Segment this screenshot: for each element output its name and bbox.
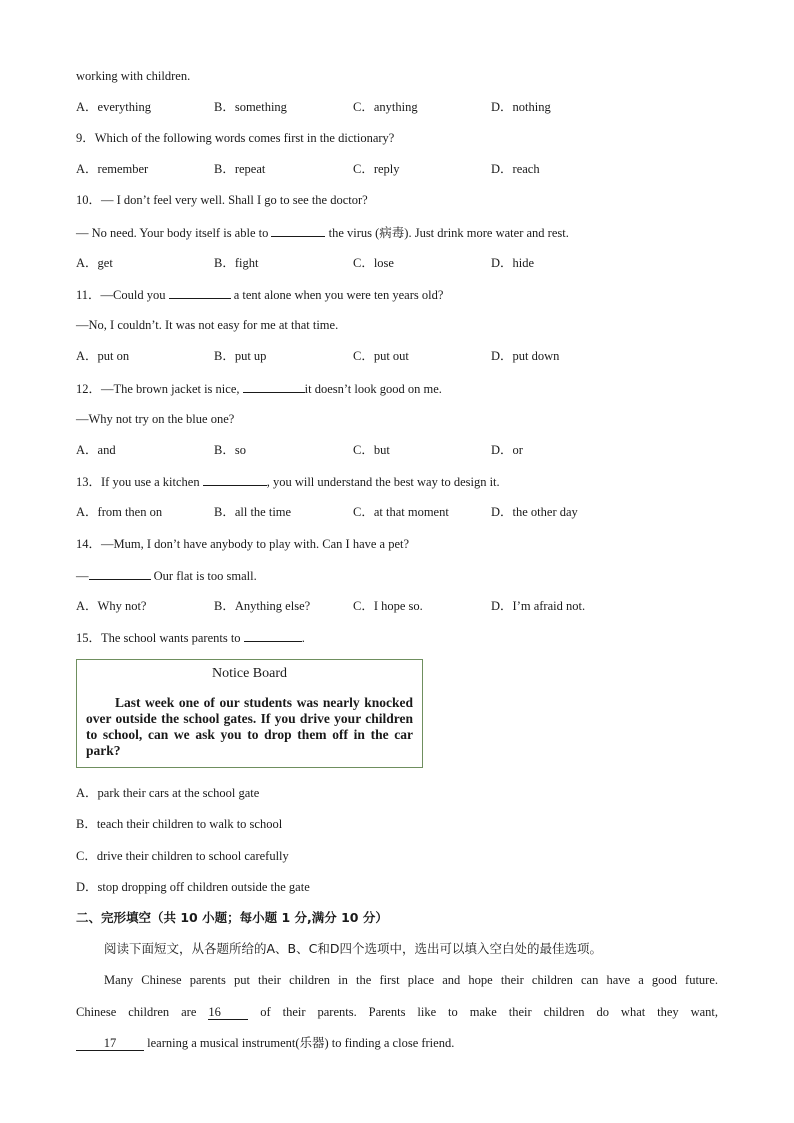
q13-option-c: C．at that moment: [353, 505, 449, 519]
q12-option-c: C．but: [353, 443, 390, 457]
q15-stem-period: .: [301, 631, 305, 645]
q13-option-d: D．the other day: [491, 505, 578, 519]
q14-option-a: A．Why not?: [76, 599, 147, 613]
q8-option-a: A．everything: [76, 100, 151, 114]
q10-option-b: B．fight: [214, 256, 259, 270]
q11-option-c: C．put out: [353, 349, 409, 363]
q13-answer-blank: [203, 473, 267, 486]
q14-reply: [76, 567, 257, 584]
q12-stem-part1: 12．—The brown jacket is nice,: [76, 382, 240, 396]
q10-option-c: C．lose: [353, 256, 394, 270]
q10-option-d: D．hide: [491, 256, 535, 270]
notice-board-text: Last week one of our students was nearly knocked over outside the school gates. If you drive your children to school, can we ask you to drop them off in the car park?: [86, 695, 413, 758]
q11-stem: [76, 286, 443, 303]
q8-option-b: B．something: [214, 100, 287, 114]
passage-line-3: [76, 1035, 454, 1051]
section2-heading: 二、完形填空（共 10 小题；每小题 1 分,满分 10 分）: [76, 910, 388, 925]
q11-answer-blank: [169, 286, 231, 299]
q12-stem: [76, 380, 442, 397]
q14-option-c: C．I hope so.: [353, 599, 423, 613]
passage-line-2-part1: Chinese children are: [76, 1005, 197, 1019]
q15-stem-part1: 15．The school wants parents to: [76, 631, 241, 645]
q13-option-b: B．all the time: [214, 505, 292, 519]
passage-line-3-text: learning a musical instrument(乐器) to finding a close friend.: [147, 1036, 455, 1050]
q8-stem-tail: working with children.: [76, 69, 191, 83]
q8-option-d: D．nothing: [491, 100, 551, 114]
q13-option-a: A．from then on: [76, 505, 163, 519]
q15-option-c: C．drive their children to school carefully: [76, 849, 289, 863]
q9-stem: 9．Which of the following words comes first in the dictionary?: [76, 131, 395, 145]
q10-stem: 10．— I don’t feel very well. Shall I go to see the doctor?: [76, 193, 368, 207]
q12-answer-blank: [243, 380, 305, 393]
q14-answer-blank: [89, 567, 151, 580]
q11-option-a: A．put on: [76, 349, 130, 363]
q8-option-c: C．anything: [353, 100, 418, 114]
q10-reply-part1: — No need. Your body itself is able to: [76, 226, 269, 240]
q12-option-d: D．or: [491, 443, 523, 457]
q12-reply: —Why not try on the blue one?: [76, 412, 235, 426]
q14-option-b: B．Anything else?: [214, 599, 311, 613]
q13-stem-part1: 13．If you use a kitchen: [76, 475, 200, 489]
q10-reply-part2: the virus (病毒). Just drink more water and rest.: [328, 226, 569, 240]
passage-line-2: [76, 1004, 718, 1020]
q9-option-d: D．reach: [491, 162, 540, 176]
q15-option-b: B．teach their children to walk to school: [76, 817, 283, 831]
q11-stem-part2: a tent alone when you were ten years old?: [233, 288, 444, 302]
notice-board-body: [86, 695, 413, 759]
passage-line-2-part2: of their parents. Parents like to make their children do what they want,: [260, 1005, 719, 1019]
q9-option-a: A．remember: [76, 162, 149, 176]
q14-reply-dash: —: [76, 569, 89, 583]
q9-option-b: B．repeat: [214, 162, 266, 176]
q11-reply: —No, I couldn’t. It was not easy for me at that time.: [76, 318, 339, 332]
q15-option-d: D．stop dropping off children outside the gate: [76, 880, 310, 894]
notice-board-title: Notice Board: [211, 666, 288, 681]
blank-16: 16: [208, 1005, 248, 1020]
q13-stem: [76, 473, 500, 490]
q12-option-b: B．so: [214, 443, 246, 457]
q14-stem: 14．—Mum, I don’t have anybody to play with. Can I have a pet?: [76, 537, 410, 551]
q11-option-d: D．put down: [491, 349, 560, 363]
q10-option-a: A．get: [76, 256, 113, 270]
q10-reply: [76, 224, 569, 241]
q15-answer-blank: [244, 629, 302, 642]
q12-option-a: A．and: [76, 443, 116, 457]
q15-stem: [76, 629, 305, 646]
q9-option-c: C．reply: [353, 162, 400, 176]
q13-stem-part2: , you will understand the best way to design it.: [266, 475, 500, 489]
q12-stem-part2: it doesn’t look good on me.: [304, 382, 442, 396]
q15-option-a: A．park their cars at the school gate: [76, 786, 260, 800]
passage-line-1: Many Chinese parents put their children in the first place and hope their children can have a good future.: [104, 973, 718, 987]
q10-answer-blank: [271, 224, 325, 237]
q14-option-d: D．I’m afraid not.: [491, 599, 586, 613]
q14-reply-part2: Our flat is too small.: [153, 569, 257, 583]
q11-stem-part1: 11．—Could you: [76, 288, 166, 302]
blank-17: 17: [76, 1036, 144, 1051]
section2-instruction: 阅读下面短文，从各题所给的A、B、C和D四个选项中，选出可以填入空白处的最佳选项。: [104, 941, 602, 956]
notice-board: [76, 659, 423, 768]
q11-option-b: B．put up: [214, 349, 267, 363]
